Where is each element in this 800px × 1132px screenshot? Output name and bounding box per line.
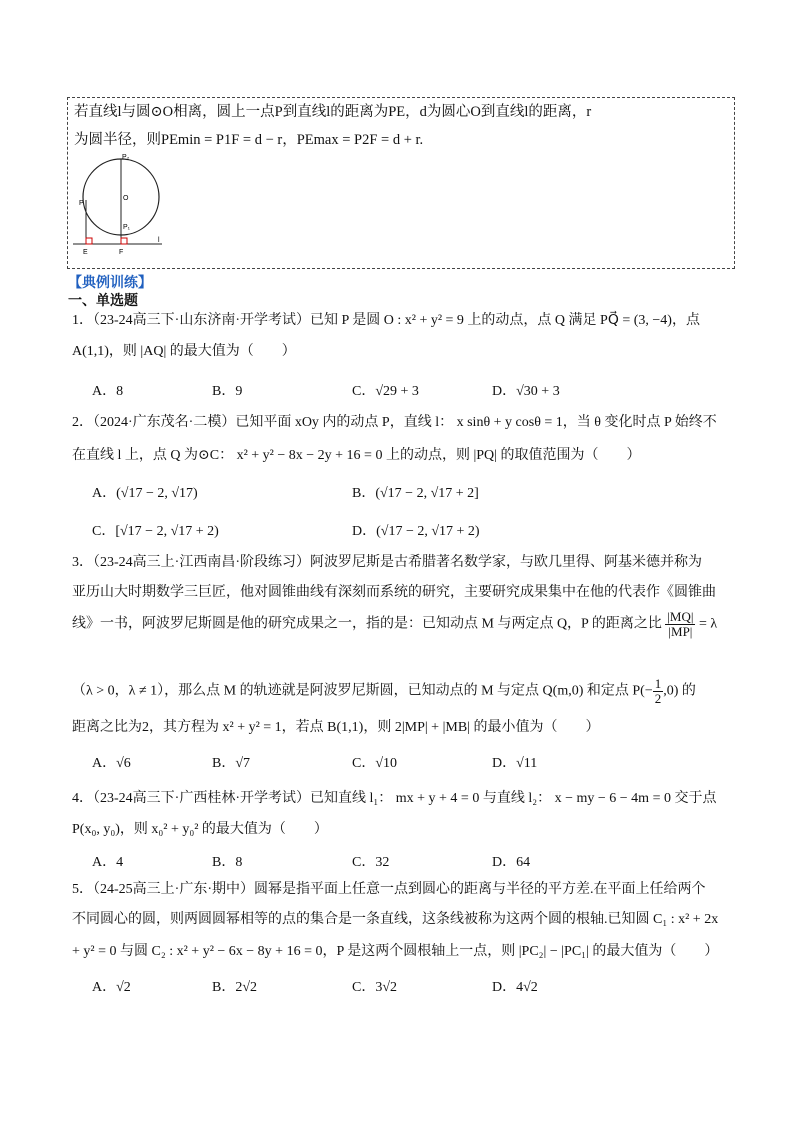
label-p: P xyxy=(79,200,84,207)
q1-number: 1． xyxy=(72,313,93,328)
q4-line-1 xyxy=(72,787,716,807)
q4-line-2: P(x₀, y₀)，则 x₀² + y₀² 的最大值为（ ） xyxy=(72,822,328,837)
q5-option-c[interactable]: C．3√2 xyxy=(352,980,398,995)
q3-option-c[interactable]: C．√10 xyxy=(352,756,398,771)
q3-text-3: 线》一书，阿波罗尼斯圆是他的研究成果之一，指的是：已知动点 M 与两定点 Q，P 的距离之比 xyxy=(72,616,662,632)
q5-line-3: + y² = 0 与圆 C₂ : x² + y² − 6x − 8y + 16 = 0，P 是这两个圆根轴上一点，则 |PC₂| − |PC₁| 的最大值为（ ） xyxy=(72,944,719,959)
q3-line-1 xyxy=(72,551,702,571)
q3-option-b[interactable]: B．√7 xyxy=(212,756,251,771)
label-p2: P₂ xyxy=(122,154,130,161)
q3-line-4 xyxy=(72,677,696,706)
q2-line-1 xyxy=(72,411,717,431)
q5-line-1 xyxy=(72,878,705,898)
circle-line-diagram xyxy=(70,150,170,260)
ratio-fraction: $\frac{|MQ|}{|MP|}$ xyxy=(667,609,694,639)
q2-option-d[interactable]: D．(√17 − 2, √17 + 2) xyxy=(352,524,480,539)
q2-option-b[interactable]: B．(√17 − 2, √17 + 2] xyxy=(352,486,479,501)
q2-number: 2． xyxy=(72,415,93,430)
subheading: 一、单选题 xyxy=(68,293,138,309)
q1-option-b[interactable]: B．9 xyxy=(212,384,243,399)
q1-line-2: A(1,1)，则 |AQ| 的最大值为（ ） xyxy=(72,344,296,359)
q1-line-1 xyxy=(72,309,700,329)
q1-option-c[interactable]: C．√29 + 3 xyxy=(352,384,419,399)
q3-line-5: 距离之比为2，其方程为 x² + y² = 1，若点 B(1,1)，则 2|MP| + |MB| 的最小值为（ ） xyxy=(72,720,600,735)
q3-text-4: （λ > 0，λ ≠ 1），那么点 M 的轨迹就是阿波罗尼斯圆，已知动点的 M 与定点 Q(m,0) 和定点 P(− xyxy=(72,683,653,699)
label-f: F xyxy=(119,249,124,256)
q3-text-4-end: ,0) 的 xyxy=(663,683,696,699)
q2-option-a[interactable]: A．(√17 − 2, √17) xyxy=(92,486,198,501)
q5-line-2: 不同圆心的圆，则两圆圆幂相等的点的集合是一条直线，这条线被称为这两个圆的根轴.已知圆 C₁ : x² + 2x xyxy=(72,912,719,927)
q3-line-3 xyxy=(72,610,717,639)
q2-line-2: 在直线 l 上，点 Q 为⊙C： x² + y² − 8x − 2y + 16 = 0 上的动点，则 |PQ| 的取值范围为（ ） xyxy=(72,448,641,463)
q2-text-1: （2024·广东茂名·二模）已知平面 xOy 内的动点 P，直线 l： x sinθ + y cosθ = 1，当 θ 变化时点 P 始终不 xyxy=(93,415,717,430)
q3-option-d[interactable]: D．√11 xyxy=(492,756,538,771)
q5-text-1: （24-25高三上·广东·期中）圆幂是指平面上任意一点到圆心的距离与半径的平方差.在平面上任给两个 xyxy=(93,882,706,897)
q4-option-b[interactable]: B．8 xyxy=(212,855,243,870)
q3-text-1: （23-24高三上·江西南昌·阶段练习）阿波罗尼斯是古希腊著名数学家，与欧几里得、阿基米德并称为 xyxy=(93,555,702,570)
label-p1: P₁ xyxy=(123,224,131,231)
q2-option-c[interactable]: C．[√17 − 2, √17 + 2) xyxy=(92,524,219,539)
summary-line-2: 为圆半径，则PEmin = P1F = d − r，PEmax = P2F = d + r. xyxy=(74,132,424,148)
q5-option-a[interactable]: A．√2 xyxy=(92,980,131,995)
q1-text-1: （23-24高三下·山东济南·开学考试）已知 P 是圆 O : x² + y² = 9 上的动点，点 Q 满足 PQ⃗ = (3, −4)，点 xyxy=(93,313,700,328)
q4-option-a[interactable]: A．4 xyxy=(92,855,124,870)
q4-option-c[interactable]: C．32 xyxy=(352,855,390,870)
q3-number: 3． xyxy=(72,555,93,570)
q3-option-a[interactable]: A．√6 xyxy=(92,756,131,771)
section-heading: 【典例训练】 xyxy=(68,275,152,291)
label-l: l xyxy=(158,237,160,244)
q5-number: 5． xyxy=(72,882,93,897)
label-o: O xyxy=(123,195,129,202)
ratio-lambda: = λ xyxy=(698,616,718,632)
q1-option-a[interactable]: A．8 xyxy=(92,384,124,399)
q3-line-2: 亚历山大时期数学三巨匠，他对圆锥曲线有深刻而系统的研究，主要研究成果集中在他的代表作《圆锥曲 xyxy=(72,585,716,600)
q4-option-d[interactable]: D．64 xyxy=(492,855,531,870)
q1-option-d[interactable]: D．√30 + 3 xyxy=(492,384,560,399)
q4-number: 4． xyxy=(72,791,93,806)
half-fraction: $\frac{1}{2}$ xyxy=(654,676,662,706)
q5-option-d[interactable]: D．4√2 xyxy=(492,980,538,995)
label-e: E xyxy=(83,249,88,256)
q5-option-b[interactable]: B．2√2 xyxy=(212,980,258,995)
q4-text-1: （23-24高三下·广西桂林·开学考试）已知直线 l₁： mx + y + 4 = 0 与直线 l₂： x − my − 6 − 4m = 0 交于点 xyxy=(93,791,717,806)
summary-line-1: 若直线l与圆⊙O相离，圆上一点P到直线l的距离为PE，d为圆心O到直线l的距离，r xyxy=(74,104,592,120)
